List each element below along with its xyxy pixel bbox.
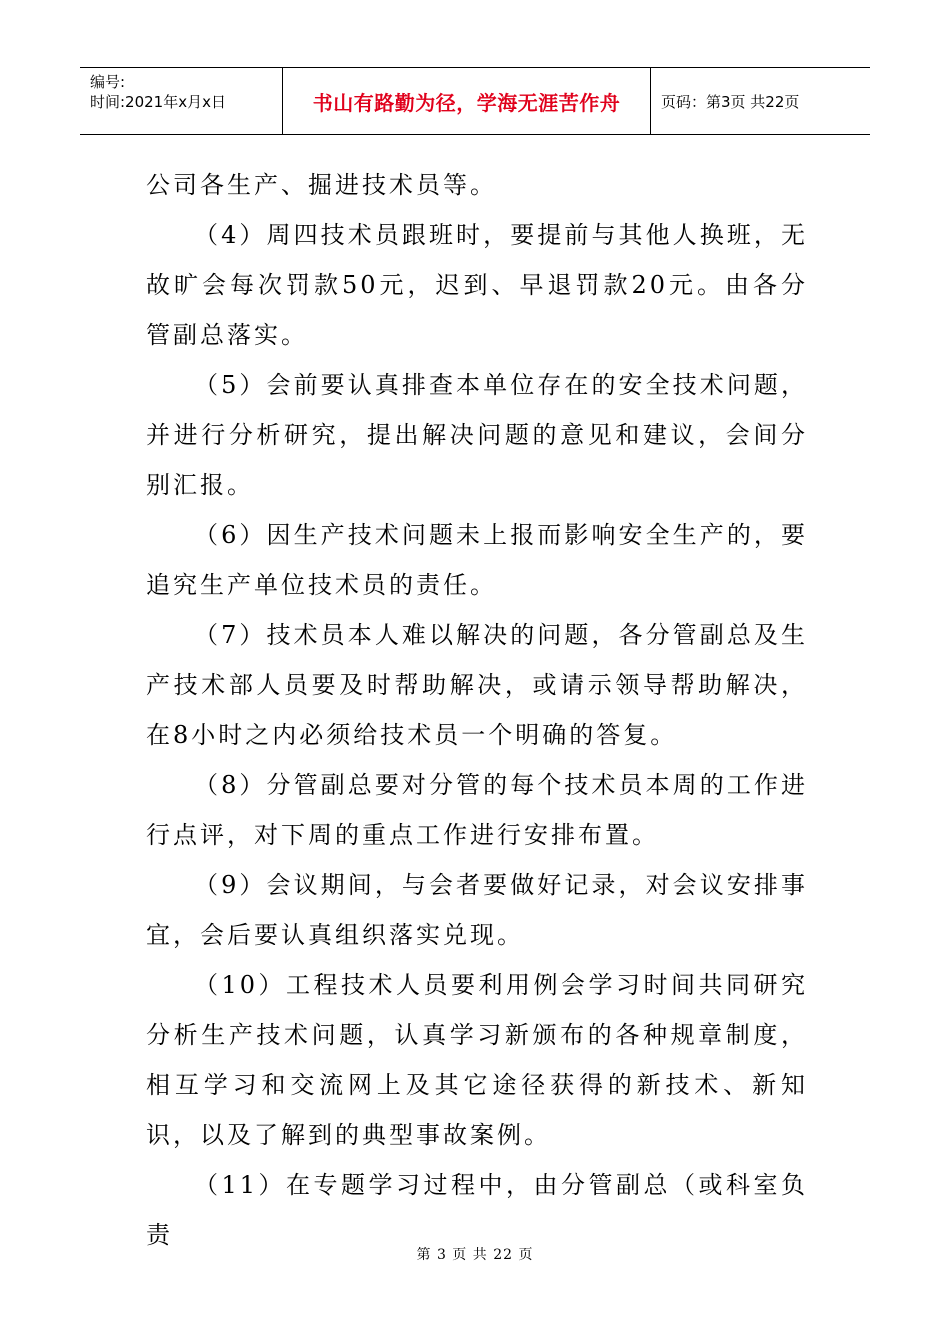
paragraph-continuation: 公司各生产、掘进技术员等。 [146,171,497,199]
paragraph-item-11: （11）在专题学习过程中，由分管副总（或科室负责 [146,1171,808,1249]
paragraph-item-8: （8）分管副总要对分管的每个技术员本周的工作进行点评，对下周的重点工作进行安排布置。 [146,771,808,849]
page-footer: 第 3 页 共 22 页 [416,1247,534,1263]
document-body [146,160,808,1260]
paragraph-item-4: （4）周四技术员跟班时，要提前与其他人换班，无故旷会每次罚款50元，迟到、早退罚款20元。由各分管副总落实。 [146,221,808,349]
document-number-label: 编号: [90,73,126,91]
paragraph-item-5: （5）会前要认真排查本单位存在的安全技术问题，并进行分析研究，提出解决问题的意见和建议，会间分别汇报。 [146,371,808,499]
header-page-code: 页码：第3页 共22页 [661,92,800,111]
paragraph-item-6: （6）因生产技术问题未上报而影响安全生产的，要追究生产单位技术员的责任。 [146,521,808,599]
document-header [80,67,870,135]
document-time-label: 时间:2021年x月x日 [90,93,226,111]
header-slogan: 书山有路勤为径，学海无涯苦作舟 [283,68,651,134]
paragraph-item-7: （7）技术员本人难以解决的问题，各分管副总及生产技术部人员要及时帮助解决，或请示领导帮助解决，在8小时之内必须给技术员一个明确的答复。 [146,621,808,749]
paragraph-item-9: （9）会议期间，与会者要做好记录，对会议安排事宜，会后要认真组织落实兑现。 [146,871,808,949]
header-meta-cell [80,68,283,134]
paragraph-item-10: （10）工程技术人员要利用例会学习时间共同研究分析生产技术问题，认真学习新颁布的各种规章制度，相互学习和交流网上及其它途径获得的新技术、新知识，以及了解到的典型事故案例。 [146,971,808,1149]
